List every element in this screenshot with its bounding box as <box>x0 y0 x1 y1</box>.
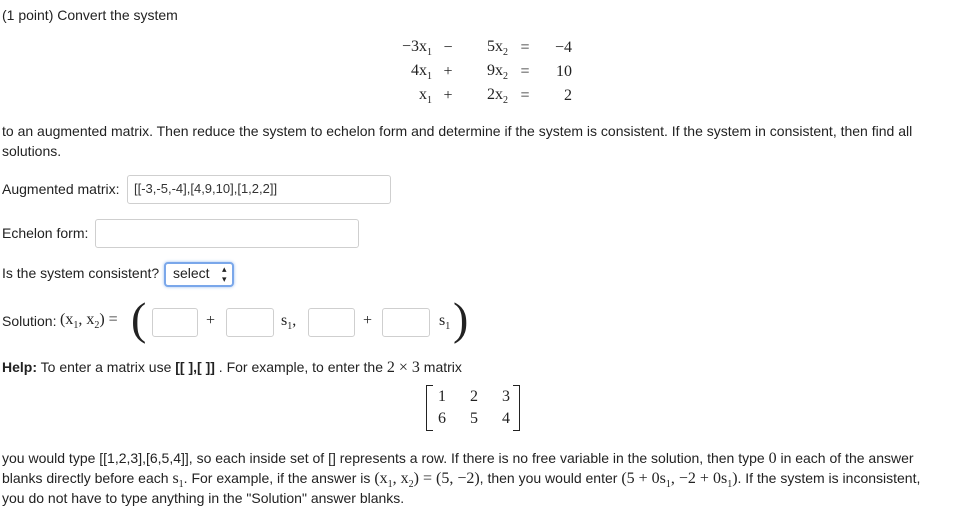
consistent-select-value: select <box>173 265 210 281</box>
equation-row: $4x_1$ + $9x_2$ = 10 <box>411 61 572 83</box>
solution-label: Solution: <box>2 313 57 329</box>
instructions-line-2: solutions. <box>2 143 62 159</box>
help-text: Help: To enter a matrix use [[ ],[ ]] . For example, to enter the 2 × 3 matrix <box>2 359 462 376</box>
footer-line-3: you do not have to type anything in the "Solution" answer blanks. <box>2 490 405 506</box>
equation-system <box>388 36 572 108</box>
right-bracket <box>513 385 520 431</box>
matrix-row: 6 5 4 <box>438 410 510 427</box>
echelon-form-input[interactable] <box>95 219 359 248</box>
plus-sign: + <box>206 312 216 329</box>
matrix-row: 1 2 3 <box>438 388 510 405</box>
augmented-matrix-label: Augmented matrix: <box>2 181 120 197</box>
solution-x1-constant-input[interactable] <box>152 308 198 337</box>
instructions-line-1: to an augmented matrix. Then reduce the system to echelon form and determine if the system is consistent. If the system in consistent, then find all <box>2 123 913 139</box>
solution-x2-coefficient-input[interactable] <box>382 308 430 337</box>
solution-x1-coefficient-input[interactable] <box>226 308 274 337</box>
consistent-question-label: Is the system consistent? <box>2 265 160 281</box>
left-paren: ( <box>131 293 147 344</box>
equation-row: $x_1$ + $2x_2$ = 2 <box>419 85 572 107</box>
right-paren: ) <box>453 293 469 344</box>
plus-sign: + <box>363 312 373 329</box>
free-variable-s1: $s_1$ <box>439 312 451 333</box>
footer-line-1: you would type [[1,2,3],[6,5,4]], so each inside set of [] represents a row. If there is no free variable in the solution, then type 0 in each of the answer <box>2 450 914 467</box>
consistent-select[interactable] <box>164 262 234 287</box>
free-variable-s1: $s_1$, <box>281 312 297 333</box>
example-matrix <box>426 385 520 433</box>
augmented-matrix-input[interactable]: [[-3,-5,-4],[4,9,10],[1,2,2]] <box>127 175 391 204</box>
footer-line-2: blanks directly before each $s_1$. For example, if the answer is ($x_1$, $x_2) = (5$, −2), then you would enter ($5 + 0s_1$, $-2 + 0s_1$). If the system is inconsistent, <box>2 470 921 491</box>
equation-row: $-3x_1$ − $5x_2$ = −4 <box>401 37 572 59</box>
select-arrows-icon: ▴▾ <box>222 264 227 284</box>
solution-x2-constant-input[interactable] <box>308 308 355 337</box>
solution-lhs: ($x_1$, $x_2$) = <box>60 311 118 332</box>
echelon-form-label: Echelon form: <box>2 225 89 241</box>
left-bracket <box>426 385 433 431</box>
problem-header: (1 point) Convert the system <box>2 7 178 23</box>
